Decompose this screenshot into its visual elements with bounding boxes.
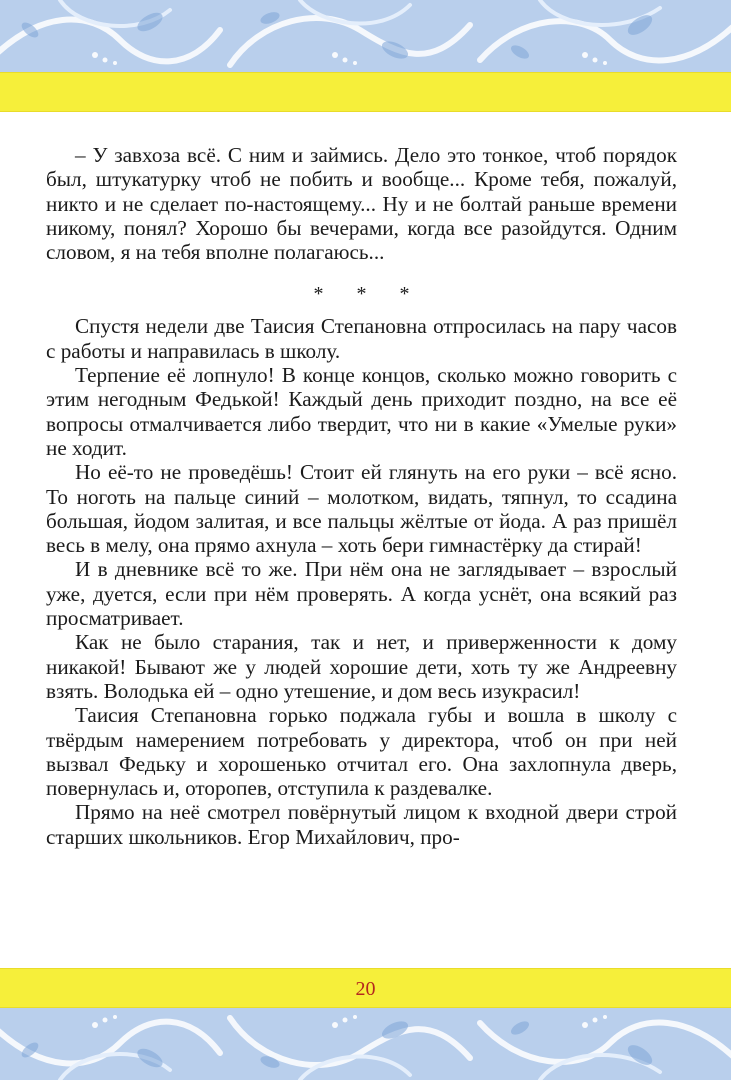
- paragraph: Как не было старания, так и нет, и приверженности к дому никакой! Бывают же у людей хорошие дети, хоть ту же Андреевну взять. Володька ей – одно утешение, и дом весь изукрасил!: [46, 630, 677, 703]
- page-number: 20: [355, 978, 376, 1000]
- top-ornament-border: [0, 0, 731, 72]
- floral-ornament-icon: [0, 0, 731, 72]
- paragraph: Терпение её лопнуло! В конце концов, сколько можно говорить с этим негодным Федькой! Каждый день приходит поздно, на все её вопросы отмалчивается либо твердит, что ни в какие «Умелые руки» не ходит.: [46, 363, 677, 460]
- bottom-ornament-border: [0, 1008, 731, 1080]
- paragraph: Спустя недели две Таисия Степановна отпросилась на пару часов с работы и направилась в школу.: [46, 314, 677, 363]
- section-separator: * * *: [313, 283, 424, 306]
- floral-ornament-icon: [0, 1008, 731, 1080]
- paragraph: Прямо на неё смотрел повёрнутый лицом к входной двери строй старших школьников. Егор Михайлович, про-: [46, 800, 677, 849]
- body-text: [46, 143, 677, 849]
- paragraph: – У завхоза всё. С ним и займись. Дело это тонкое, чтоб порядок был, штукатурку чтоб не побить и вообще... Кроме тебя, пожалуй, никто и не сделает по-настоящему... Ну и не болтай раньше времени никому, понял? Хорошо бы вечерами, когда все разойдутся. Одним словом, я на тебя вполне полагаюсь...: [46, 143, 677, 265]
- paragraph: Таисия Степановна горько поджала губы и вошла в школу с твёрдым намерением потребовать у директора, чтоб он при ней вызвал Федьку и хорошенько отчитал его. Она захлопнула дверь, повернулась и, оторопев, отступила к раздевалке.: [46, 703, 677, 801]
- paragraph: Но её-то не проведёшь! Стоит ей глянуть на его руки – всё ясно. То ноготь на пальце синий – молотком, видать, тяпнул, то ссадина большая, йодом залитая, и все пальцы жёлтые от йода. А раз пришёл весь в мелу, она прямо ахнула – хоть бери гимнастёрку да стирай!: [46, 460, 677, 558]
- top-yellow-band: [0, 72, 731, 112]
- paragraph: И в дневнике всё то же. При нём она не заглядывает – взрослый уже, дуется, если при нём проверять. А когда уснёт, она всякий раз просматривает.: [46, 557, 677, 631]
